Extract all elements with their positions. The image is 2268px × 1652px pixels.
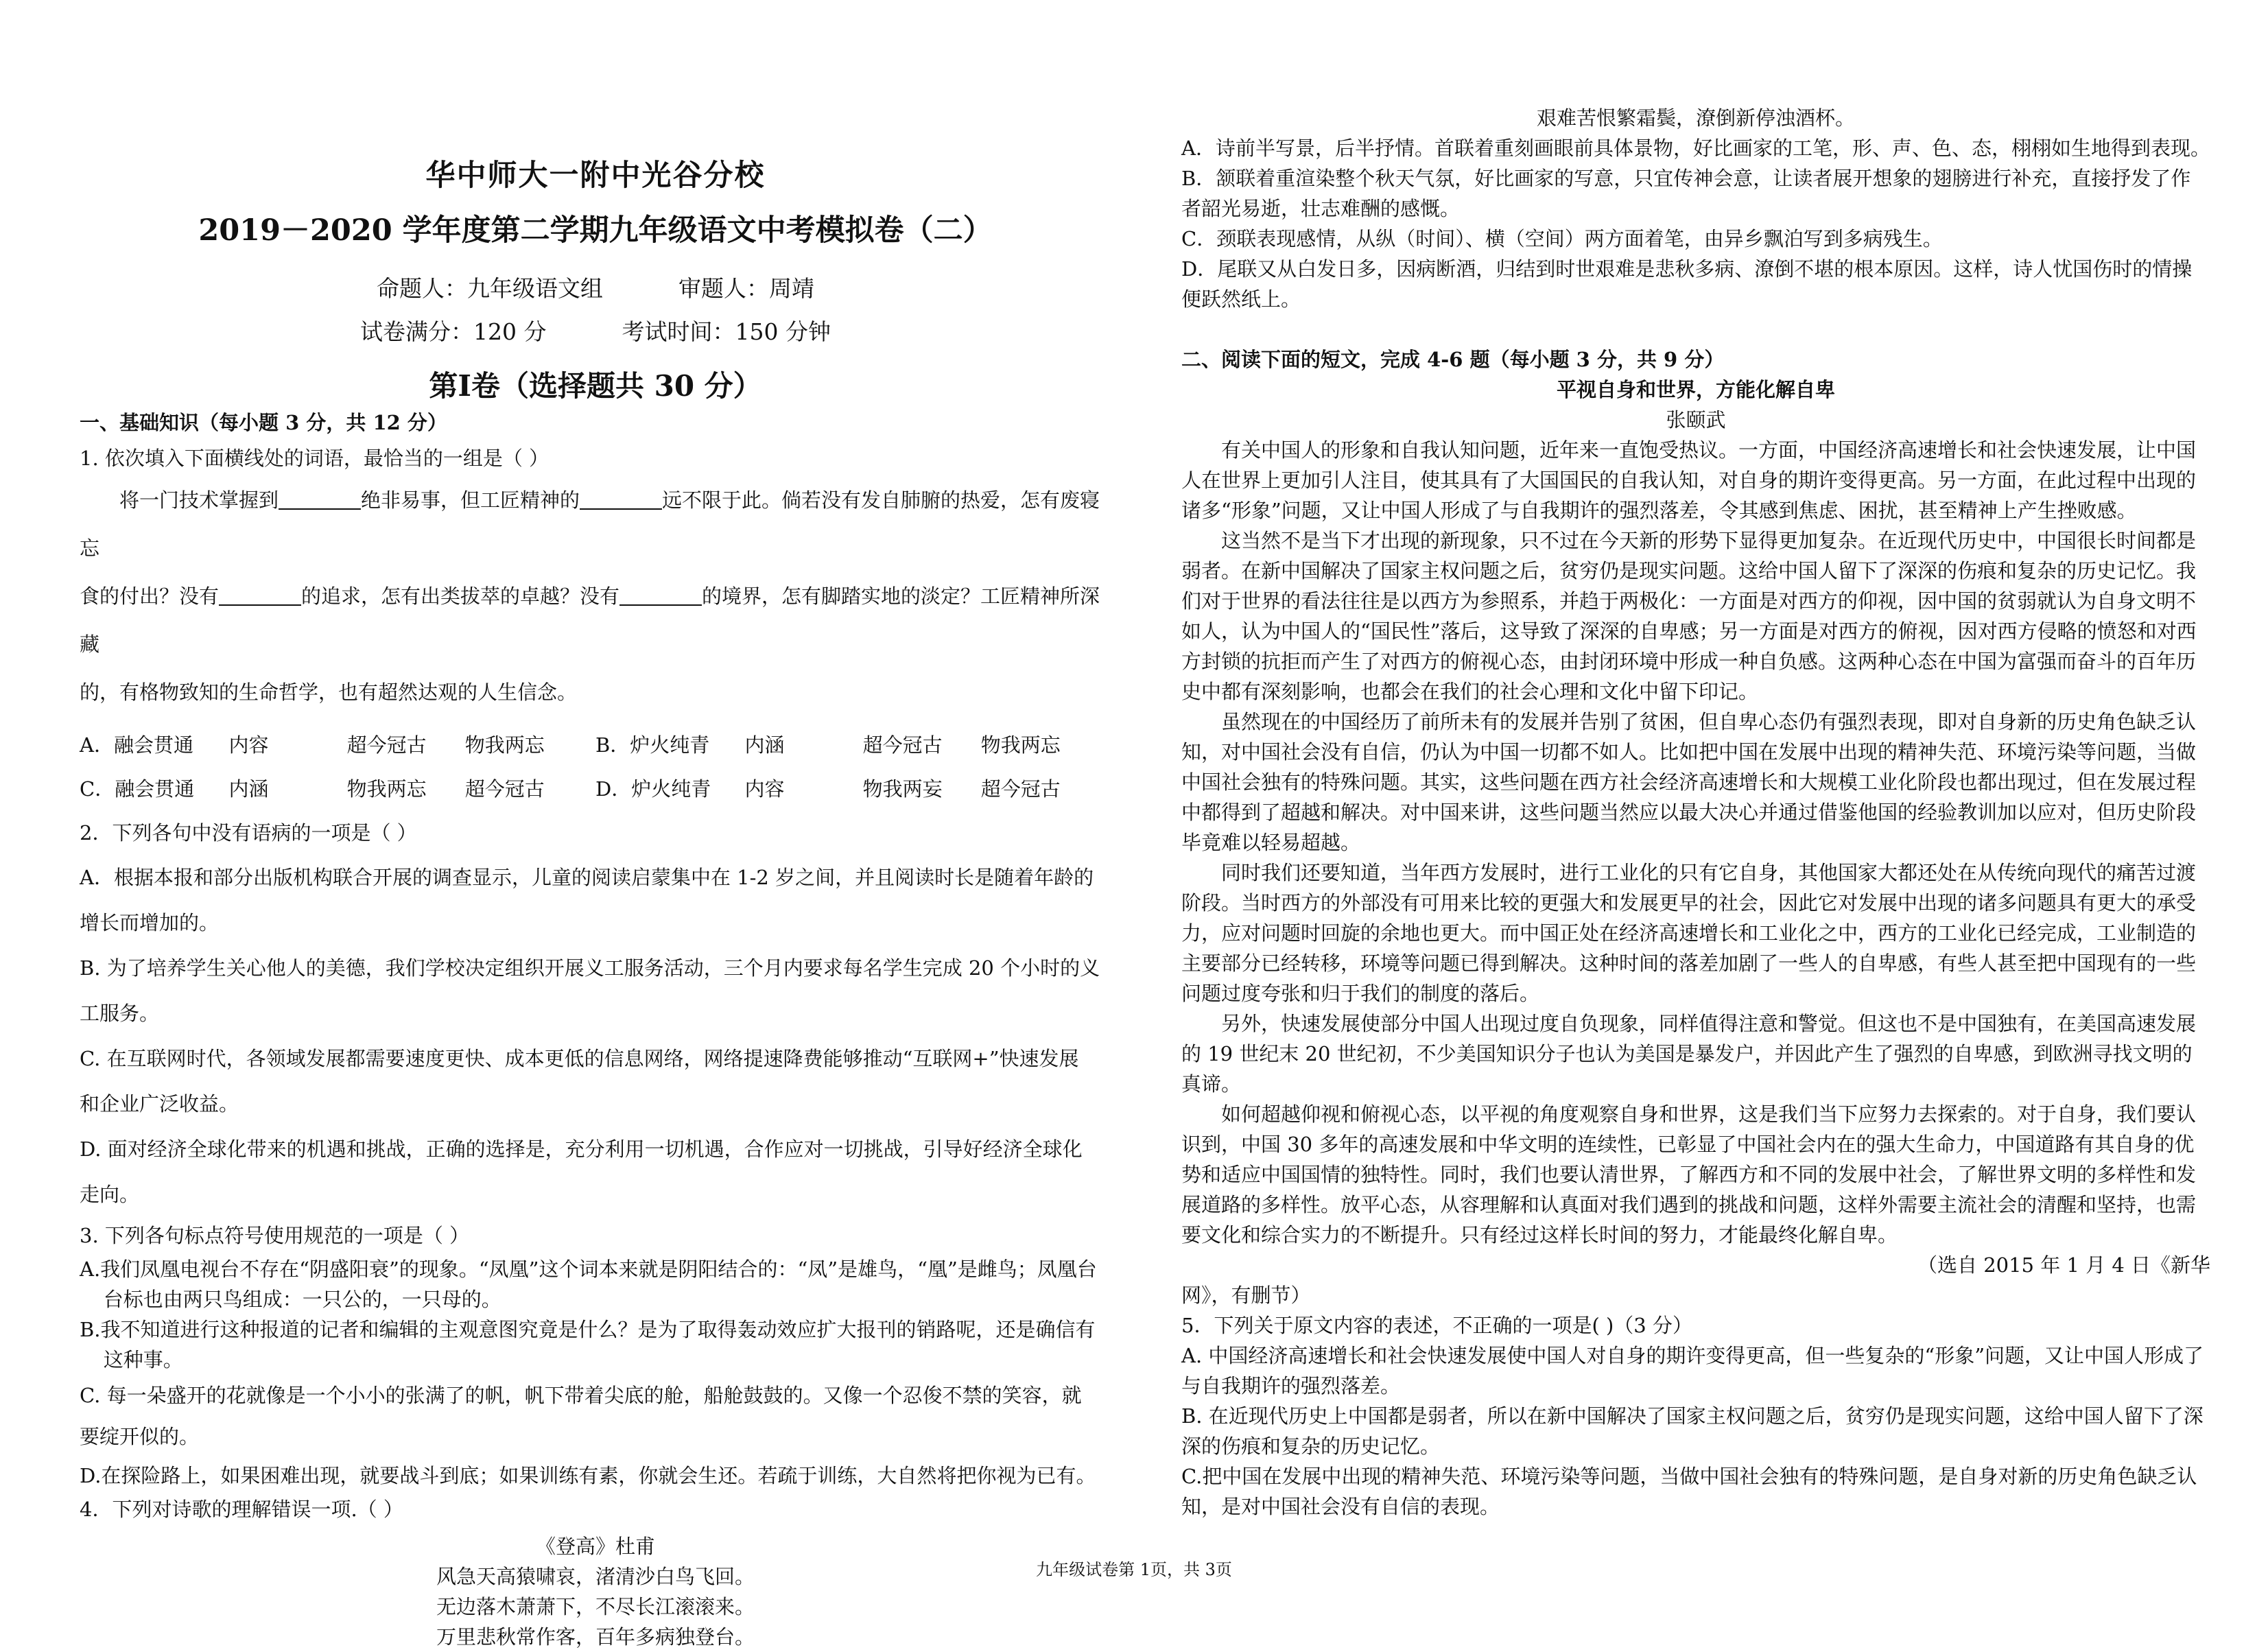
q2-option-a-line2: 增长而增加的。 <box>80 911 220 934</box>
q3-option-b: B.我不知道进行这种报道的记者和编辑的主观意图究竟是什么？是为了取得轰动效应扩大报刊的销路呢，还是确信有这种事。 <box>80 1318 1096 1371</box>
author-label: 命题人：九年级语文组 <box>377 275 603 302</box>
q4-stem: 4．下列对诗歌的理解错误一项.（ ） <box>80 1498 403 1521</box>
article-source-line1: （选自 2015 年 1 月 4 日《新华 <box>1917 1253 2210 1277</box>
article-source-line2: 网》，有删节） <box>1181 1284 1311 1307</box>
article-author: 张颐武 <box>1666 408 1726 432</box>
q3-option-a: A.我们凤凰电视台不存在“阴盛阳衰”的现象。“凤凰”这个词本来就是阴阳结合的：“凤”是雄鸟，“凰”是雌鸟；凤凰台台标也由两只鸟组成：一只公的，一只母的。 <box>80 1258 1097 1311</box>
q4-option-d: D．尾联又从白发日多，因病断酒，归结到时世艰难是悲秋多病、潦倒不堪的根本原因。这样，诗人忧国伤时的情操便跃然纸上。 <box>1181 257 2193 311</box>
article-paragraph: 如何超越仰视和俯视心态，以平视的角度观察自身和世界，这是我们当下应努力去探索的。对于自身，我们要认识到，中国 30 多年的高速发展和中华文明的连续性，已彰显了中国社会内在的强大生命力，中国道路有其自身的优势和适应中国国情的独特性。同时，我们也要认清世界，了解西方和不同的发展中社会，了解世界文明的多样性和发展道路的多样性。放平心态，从容理解和认真面对我们遇到的挑战和问题，这样外需要主流社会的清醒和坚持，也需要文化和综合实力的不断提升。只有经过这样长时间的努力，才能最终化解自卑。 <box>1181 1102 2197 1247</box>
reviewer-label: 审题人：周靖 <box>678 275 814 302</box>
q4-option-b: B．颔联着重渲染整个秋天气氛，好比画家的写意，只宜传神会意，让读者展开想象的翅膀进行补充，直接抒发了作者韶光易逝，壮志难酬的感慨。 <box>1181 167 2191 220</box>
poem-line: 艰难苦恨繁霜鬓，潦倒新停浊酒杯。 <box>1536 106 1855 130</box>
article-paragraph: 虽然现在的中国经历了前所未有的发展并告别了贫困，但自卑心态仍有强烈表现，即对自身新的历史角色缺乏认知，对中国社会没有自信，仍认为中国一切都不如人。比如把中国在发展中出现的精神失范、环境污染等问题，当做中国社会独有的特殊问题。其实，这些问题在西方社会经济高速增长和大规模工业化阶段也都出现过，但在发展过程中都得到了超越和解决。对中国来讲，这些问题当然应以最大决心并通过借鉴他国的经验教训加以应对，但历史阶段毕竟难以轻易超越。 <box>1181 710 2197 854</box>
q1-passage-line2: 食的付出？没有 的追求，怎有出类拔萃的卓越？没有 的境界，怎有脚踏实地的淡定？工匠精神所深藏 <box>80 585 1100 656</box>
poem-line: 无边落木萧萧下，不尽长江滚滚来。 <box>436 1595 755 1618</box>
q2-option-b-line2: 工服务。 <box>80 1002 160 1025</box>
q4-option-a: A．诗前半写景，后半抒情。首联着重刻画眼前具体景物，好比画家的工笔，形、声、色、态，栩栩如生地得到表现。 <box>1181 137 2210 160</box>
q2-option-d-line2: 走向。 <box>80 1183 140 1206</box>
section1-heading: 一、基础知识（每小题 3 分，共 12 分） <box>80 411 447 434</box>
blank <box>279 488 361 510</box>
article-paragraph: 另外，快速发展使部分中国人出现过度自负现象，同样值得注意和警觉。但这也不是中国独有，在美国高速发展的 19 世纪末 20 世纪初，不少美国知识分子也认为美国是暴发户，并因此产生了强烈的自卑感，到欧洲寻找文明的真谛。 <box>1181 1012 2197 1096</box>
blank <box>219 585 301 606</box>
q3-option-d: D.在探险路上，如果困难出现，就要战斗到底；如果训练有素，你就会生还。若疏于训练，大自然将把你视为已有。 <box>80 1464 1096 1487</box>
q2-option-c-line1: C. 在互联网时代，各领域发展都需要速度更快、成本更低的信息网络，网络提速降费能够推动“互联网+”快速发展 <box>80 1047 1079 1070</box>
article-paragraph: 这当然不是当下才出现的新现象，只不过在今天新的形势下显得更加复杂。在近现代历史中，中国很长时间都是弱者。在新中国解决了国家主权问题之后，贫穷仍是现实问题。这给中国人留下了深深的伤痕和复杂的历史记忆。我们对于世界的看法往往是以西方为参照系，并趋于两极化：一方面是对西方的仰视，因中国的贫弱就认为自身文明不如人，认为中国人的“国民性”落后，这导致了深深的自卑感；另一方面是对西方的俯视，因对西方侵略的愤怒和对西方封锁的抗拒而产生了对西方的俯视心态，由封闭环境中形成一种自负感。这两种心态在中国为富强而奋斗的百年历史中都有深刻影响，也都会在我们的社会心理和文化中留下印记。 <box>1181 529 2197 703</box>
article-paragraph: 有关中国人的形象和自我认知问题，近年来一直饱受热议。一方面，中国经济高速增长和社会快速发展，让中国人在世界上更加引人注目，使其具有了大国国民的自我认知，对自身的期许变得更高。另一方面，在此过程中出现的诸多“形象”问题，又让中国人形成了与自我期许的强烈落差，令其感到焦虑、困扰，甚至精神上产生挫败感。 <box>1181 438 2197 522</box>
blank <box>619 585 702 606</box>
q2-option-d-line1: D. 面对经济全球化带来的机遇和挑战，正确的选择是，充分利用一切机遇，合作应对一切挑战，引导好经济全球化 <box>80 1137 1083 1161</box>
q3-option-c-line1: C. 每一朵盛开的花就像是一个小小的张满了的帆，帆下带着尖底的舱，船舱鼓鼓的。又像一个忍俊不禁的笑容，就 <box>80 1384 1082 1407</box>
exam-authors <box>80 271 1111 303</box>
part-title: 第Ⅰ卷（选择题共 30 分） <box>429 369 762 403</box>
q2-stem: 2．下列各句中没有语病的一项是（ ） <box>80 821 417 845</box>
score-label: 试卷满分：120 分 <box>360 318 547 345</box>
q5-stem: 5．下列关于原文内容的表述，不正确的一项是( )（3 分） <box>1181 1314 1692 1337</box>
q3-option-c-line2: 要绽开似的。 <box>80 1425 200 1448</box>
q1-passage-line3: 的，有格物致知的生命哲学，也有超然达观的人生信念。 <box>80 681 578 704</box>
q1-passage-line1: 将一门技术掌握到 绝非易事，但工匠精神的 远不限于此。倘若没有发自肺腑的热爱，怎有废寝忘 <box>80 488 1100 560</box>
poem-line: 风急天高猿啸哀，渚清沙白鸟飞回。 <box>436 1565 755 1588</box>
q1-options-cd: C．融会贯通 内涵 物我两忘 超今冠古 D．炉火纯青 内容 物我两妄 超今冠古 <box>80 777 1061 801</box>
poem-line: 万里悲秋常作客，百年多病独登台。 <box>436 1625 755 1649</box>
poem-title: 《登高》杜甫 <box>535 1535 655 1558</box>
q2-option-b-line1: B. 为了培养学生关心他人的美德，我们学校决定组织开展义工服务活动，三个月内要求每名学生完成 20 个小时的义 <box>80 956 1100 980</box>
section2-heading: 二、阅读下面的短文，完成 4-6 题（每小题 3 分，共 9 分） <box>1181 348 1725 371</box>
school-name: 华中师大一附中光谷分校 <box>425 158 766 193</box>
q2-option-a-line1: A．根据本报和部分出版机构联合开展的调查显示，儿童的阅读启蒙集中在 1-2 岁之间，并且阅读时长是随着年龄的 <box>80 866 1094 889</box>
q5-option-b: B. 在近现代历史上中国都是弱者，所以在新中国解决了国家主权问题之后，贫穷仍是现实问题，这给中国人留下了深深的伤痕和复杂的历史记忆。 <box>1181 1404 2204 1458</box>
q3-stem: 3. 下列各句标点符号使用规范的一项是（ ） <box>80 1224 470 1247</box>
poem <box>80 1531 1111 1652</box>
q1-stem: 1. 依次填入下面横线处的词语，最恰当的一组是（ ） <box>80 447 550 470</box>
q2-option-c-line2: 和企业广泛收益。 <box>80 1092 239 1116</box>
article-title: 平视自身和世界，方能化解自卑 <box>1556 378 1835 401</box>
exam-info <box>80 314 1111 346</box>
time-label: 考试时间：150 分钟 <box>622 318 831 345</box>
section1 <box>80 405 1111 1652</box>
q5-option-a: A. 中国经济高速增长和社会快速发展使中国人对自身的期许变得更高，但一些复杂的“形象”问题，又让中国人形成了与自我期许的强烈落差。 <box>1181 1344 2204 1397</box>
q1-options-ab: A．融会贯通 内容 超今冠古 物我两忘 B．炉火纯青 内涵 超今冠古 物我两忘 <box>80 733 1061 757</box>
q4-option-c: C．颈联表现感情，从纵（时间）、横（空间）两方面着笔，由异乡飘泊写到多病残生。 <box>1181 227 1943 250</box>
page-footer: 九年级试卷第 1页，共 3页 <box>1036 1560 1232 1579</box>
exam-title: 2019－2020 学年度第二学期九年级语文中考模拟卷（二） <box>198 213 993 248</box>
blank <box>580 488 662 510</box>
article-paragraph: 同时我们还要知道，当年西方发展时，进行工业化的只有它自身，其他国家大都还处在从传统向现代的痛苦过渡阶段。当时西方的外部没有可用来比较的更强大和发展更早的社会，因此它对发展中出现的诸多问题具有更大的承受力，应对问题时回旋的余地也更大。而中国正处在经济高速增长和工业化之中，西方的工业化已经完成，工业制造的主要部分已经转移，环境等问题已得到解决。这种时间的落差加剧了一些人的自卑感，有些人甚至把中国现有的一些问题过度夸张和归于我们的制度的落后。 <box>1181 861 2197 1005</box>
q5-option-c: C.把中国在发展中出现的精神失范、环境污染等问题，当做中国社会独有的特殊问题，是自身对新的历史角色缺乏认知，是对中国社会没有自信的表现。 <box>1181 1465 2197 1518</box>
